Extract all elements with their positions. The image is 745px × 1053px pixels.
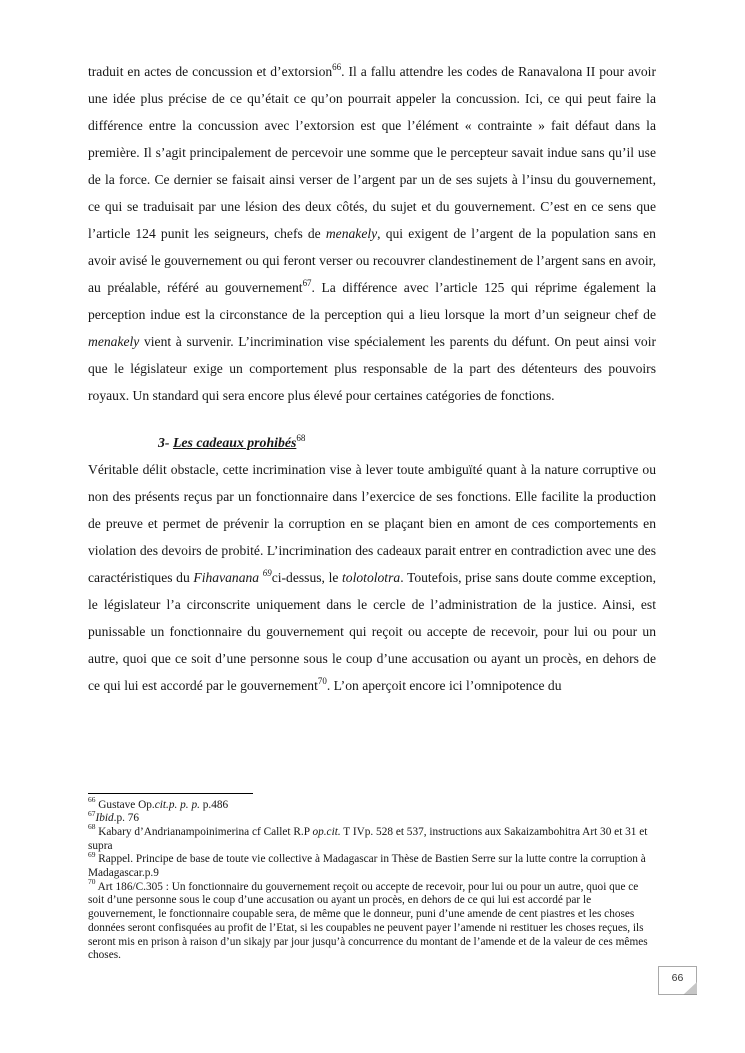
body-paragraph-cadeaux: Véritable délit obstacle, cette incrimination vise à lever toute ambiguïté quant à la nature corruptive ou non des présents reçus par un fonctionnaire dans l’exercice de ses fonctions. Elle facilite la production de preuve et permet de prévenir la corruption en se plaçant bien en amont de ces comportements en violation des devoirs de probité. L’incrimination des cadeaux parait entrer en contradiction avec une des caractéristiques du Fihavanana $^{69}$ci-dessus, le tolotolotra. Toutefois, prise sans doute comme exception, le législateur l’a circonscrite uniquement dans le cercle de l’administration de la justice. Ainsi, est punissable un fonctionnaire du gouvernement qui reçoit ou accepte de recevoir, pour lui ou pour un autre, quoi que ce soit d’une personne sous le coup d’une accusation ou ayant un procès, en dehors de ce qui lui est accordé par le gouvernement$^{70}$. L’on aperçoit encore ici l’omnipotence du xyxy=(88,462,656,693)
footnote-separator-rule xyxy=(88,793,253,794)
page-number: 66 xyxy=(671,972,684,984)
section-heading-cadeaux-prohibes: 3- Les cadeaux prohibés$^{68}$ xyxy=(158,432,306,450)
footnote-67: $^{67}$Ibid.p. 76 xyxy=(88,808,140,825)
footnote-68: $^{68}$ Kabary d’Andrianampoinimerina cf Callet R.P op.cit. T IVp. 528 et 537, instructions aux Sakaizambohitra Art 30 et 31 et supra xyxy=(88,822,648,852)
page-text-column xyxy=(88,58,656,963)
body-paragraph-concussion: traduit en actes de concussion et d’extorsion$^{66}$. Il a fallu attendre les codes de Ranavalona II pour avoir une idée plus précise de ce qu’était ce qu’on pourrait appeler la concussion. Ici, ce qui peut faire la différence entre la concussion avec l’extorsion est que l’élément « contrainte » fait défaut dans la première. Il s’agit principalement de percevoir une somme que le percepteur savait indue sans qu’il use de la force. Ce dernier se faisait ainsi verser de l’argent par un de ses sujets à l’insu du gouvernement, ce qui se traduisait par une lésion des deux côtés, du sujet et du gouvernement. C’est en ce sens que l’article 124 punit les seigneurs, chefs de menakely, qui exigent de l’argent de la population sans en avoir avisé le gouvernement ou qui feront verser ou recouvrer clandestinement de l’argent sans en avoir, au préalable, référé au gouvernement$^{67}$. La différence avec l’article 125 qui réprime également la perception indue est la circonstance de la perception qui a lieu lorsque la mort d’un seigneur chef de menakely vient à survenir. L’incrimination vise spécialement les parents du défunt. On peut ainsi voir que le législateur exige un comportement plus responsable de la part des détenteurs des pouvoirs royaux. Un standard qui sera encore plus élevé pour certaines catégories de fonctions. xyxy=(88,61,657,403)
footnote-69: $^{69}$ Rappel. Principe de base de toute vie collective à Madagascar in Thèse de Bastien Serre sur la lutte contre la corruption à Madagascar.p.9 xyxy=(88,849,646,880)
page-number-box xyxy=(658,966,697,995)
footnote-70: $^{70}$ Art 186/C.305 : Un fonctionnaire du gouvernement reçoit ou accepte de recevoir, pour lui ou pour un autre, quoi que ce soit d’une personne sous le coup d’une accusation ou ayant un procès, en dehors de ce qui lui est accordé par le gouvernement, le fonctionnaire coupable sera, de même que le donneur, puni d’une amende de cent piastres et les choses données seront confisquées au profit de l’Etat, si les coupables ne peuvent payer l’amende ni restituer les choses reçues, ils seront mis en prison à raison d’un sikajy par jour jusqu’à concurrence du montant de l’amende et de la valeur de ces mêmes choses. xyxy=(88,877,648,962)
whitespace-spacer xyxy=(88,699,656,793)
footnote-66: $^{66}$ Gustave Op.cit.p. p. p. p.486 xyxy=(88,795,229,811)
footnotes-section xyxy=(88,793,656,963)
